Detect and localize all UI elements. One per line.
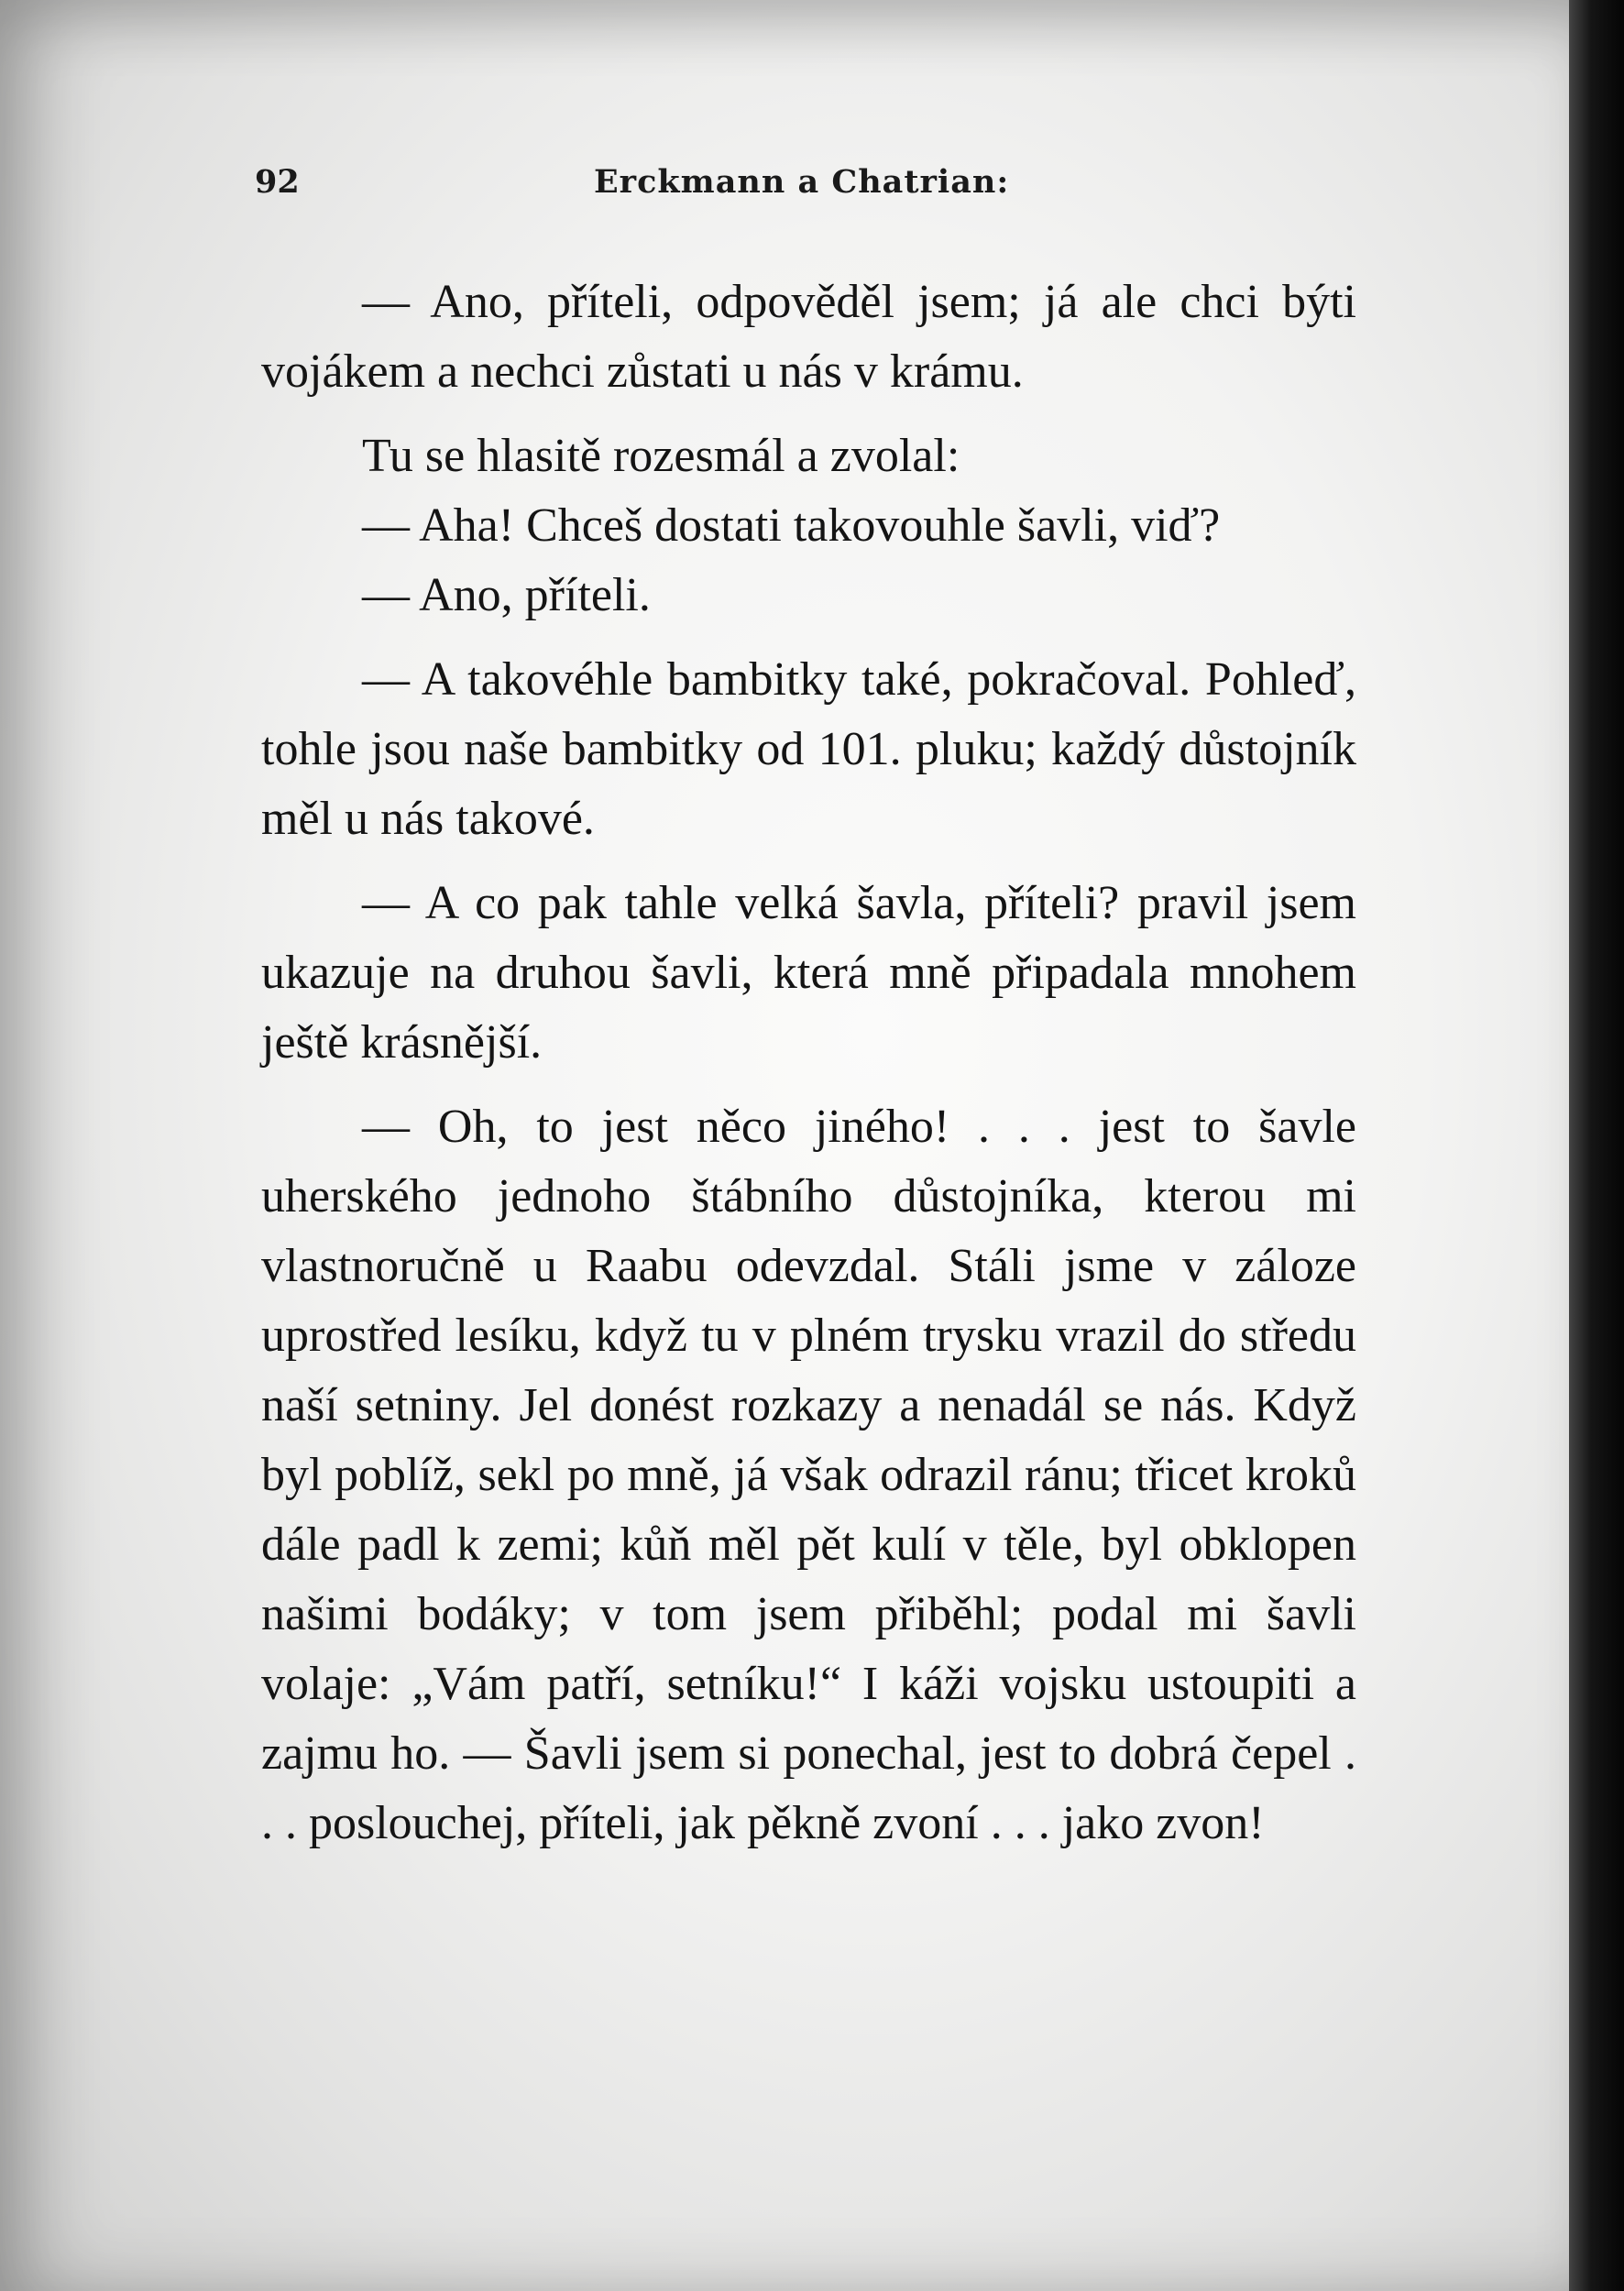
binding-gutter	[1569, 0, 1624, 2291]
page-header	[255, 163, 1025, 209]
paragraph: — A co pak tahle velká šavla, příteli? pravil jsem ukazuje na druhou šavli, která mně připadala mnohem ještě krásnější.	[261, 877, 1356, 1069]
paragraph: — Ano, příteli.	[362, 569, 651, 621]
page-number: 92	[255, 163, 300, 201]
running-head: Erckmann a Chatrian:	[594, 163, 1010, 201]
body-text	[261, 268, 1356, 1858]
paragraph: — Ano, příteli, odpověděl jsem; já ale chci býti vojákem a nechci zůstati u nás v krámu.	[261, 276, 1356, 398]
paragraph: — Oh, to jest něco jiného! . . . jest to šavle uherského jednoho štábního důstojníka, kterou mi vlastnoručně u Raabu odevzdal. Stáli jsme v záloze uprostřed lesíku, když tu v plném trysku vrazil do středu naší setniny. Jel donést rozkazy a nenadál se nás. Když byl poblíž, sekl po mně, já však odrazil ránu; třicet kroků dále padl k zemi; kůň měl pět kulí v těle, byl obklopen našimi bodáky; v tom jsem přiběhl; podal mi šavli volaje: „Vám patří, setníku!“ I káži vojsku ustoupiti a zajmu ho. — Šavli jsem si ponechal, jest to dobrá čepel . . . poslouchej, příteli, jak pěkně zvoní . . . jako zvon!	[261, 1101, 1356, 1849]
paragraph: — Aha! Chceš dostati takovouhle šavli, viď?	[362, 499, 1221, 552]
paragraph: — A takovéhle bambitky také, pokračoval. Pohleď, tohle jsou naše bambitky od 101. pluku; každý důstojník měl u nás takové.	[261, 653, 1356, 845]
paragraph: Tu se hlasitě rozesmál a zvolal:	[362, 430, 960, 482]
